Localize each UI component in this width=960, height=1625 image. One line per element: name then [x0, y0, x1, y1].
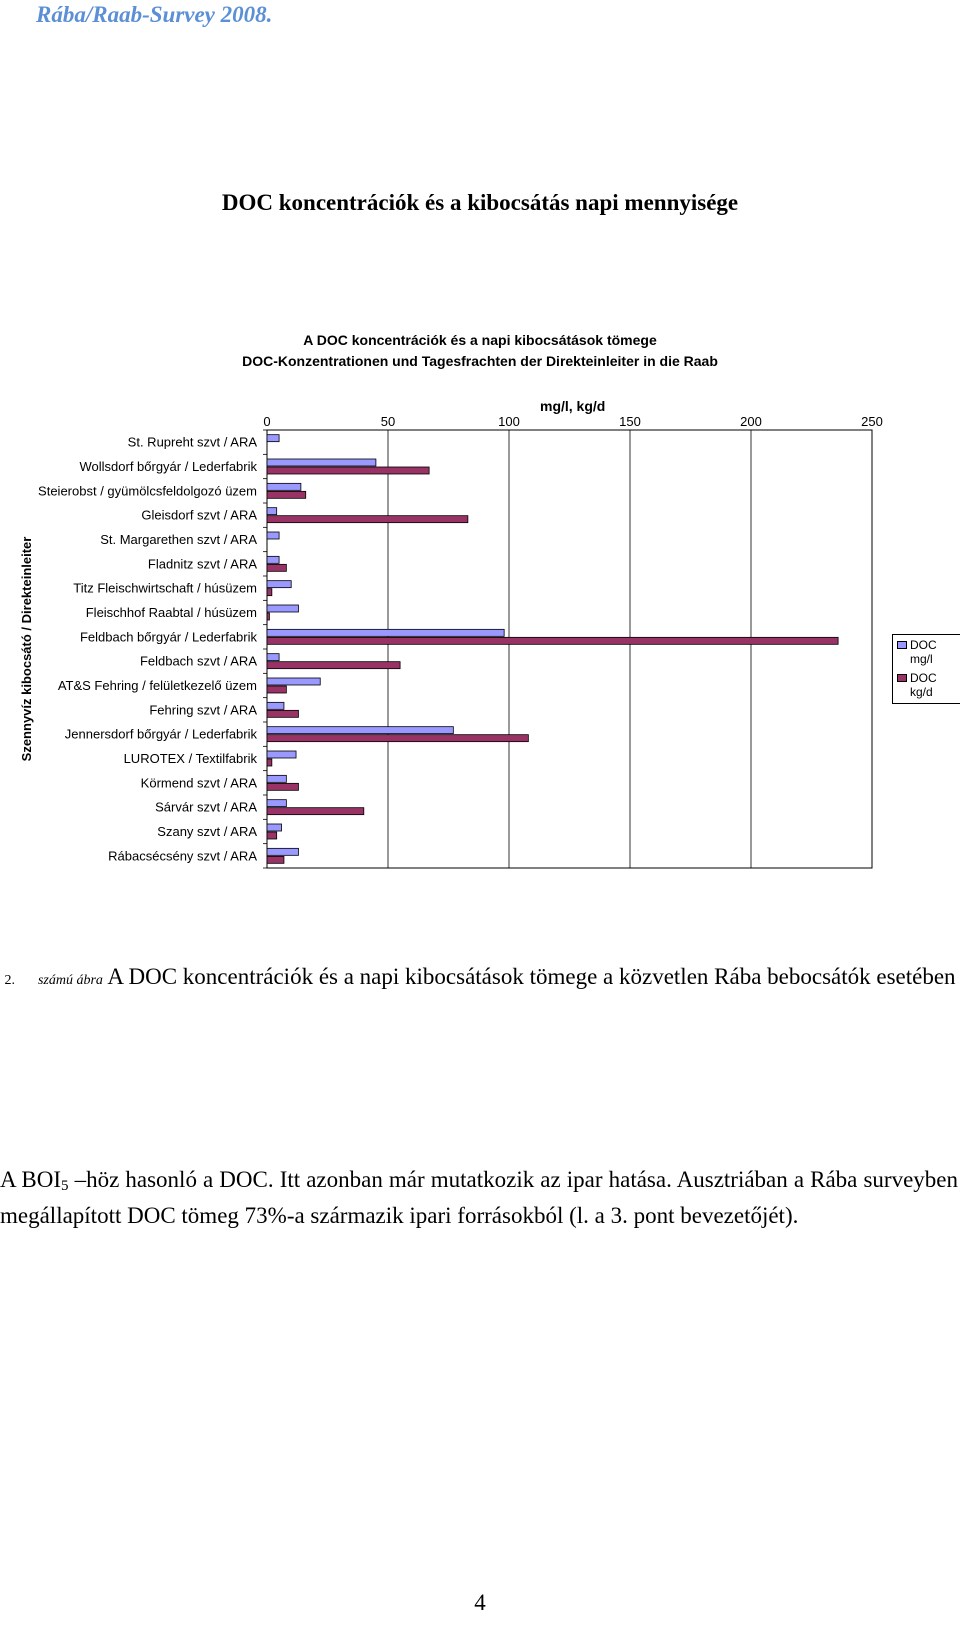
bar-kgd: [267, 467, 429, 474]
bar-mgl: [267, 605, 298, 612]
y-tick-label: Szany szvt / ARA: [157, 824, 257, 839]
bar-kgd: [267, 564, 286, 571]
bar-kgd: [267, 662, 400, 669]
bar-mgl: [267, 629, 504, 636]
y-tick-label: Steierobst / gyümölcsfeldolgozó üzem: [38, 483, 257, 499]
legend-label-doc-mgl: DOC mg/l: [910, 638, 937, 666]
x-tick-label-100: 100: [498, 414, 520, 429]
x-tick-label-0: 0: [263, 414, 271, 429]
x-tick-label-150: 150: [619, 414, 641, 429]
chart-titles: [0, 330, 960, 372]
bar-mgl: [267, 702, 284, 709]
x-axis-label: mg/l, kg/d: [540, 398, 606, 414]
bar-mgl: [267, 727, 453, 734]
y-axis-label: Szennyvíz kibocsátó / Direkteinleiter: [19, 536, 34, 762]
bar-mgl: [267, 435, 279, 442]
x-tick-label-50: 50: [380, 414, 396, 429]
chart-subtitle: DOC-Konzentrationen und Tagesfrachten der Direkteinleiter in die Raab: [242, 353, 718, 369]
bar-kgd: [267, 856, 284, 863]
page-number: 4: [474, 1590, 486, 1615]
bar-mgl: [267, 848, 298, 855]
bar-kgd: [267, 686, 286, 693]
y-tick-label: Wollsdorf bőrgyár / Lederfabrik: [79, 459, 257, 474]
bar-kgd: [267, 613, 269, 620]
x-tick-label-200: 200: [740, 414, 762, 429]
legend-swatch-doc-kgd: [897, 674, 907, 682]
figure-caption: [0, 962, 960, 996]
bar-kgd: [267, 783, 298, 790]
bar-mgl: [267, 800, 286, 807]
bar-mgl: [267, 483, 301, 490]
bar-chart: [0, 410, 960, 870]
y-tick-label: Feldbach szvt / ARA: [139, 653, 257, 669]
y-tick-label: Fladnitz szvt / ARA: [147, 556, 257, 572]
document-header: Rába/Raab-Survey 2008.: [36, 2, 273, 27]
body-paragraph: A $BOI_5$ –höz hasonló a DOC. Itt azonban már mutatkozik az ipar hatása. Ausztriában a Rába surveyben megállapított DOC tömeg 73%-a származik ipari forrásokból (l. a 3. pont bevezetőjét).: [0, 1167, 958, 1228]
bar-kgd: [267, 589, 272, 596]
bar-mgl: [267, 654, 279, 661]
bar-mgl: [267, 532, 279, 539]
y-tick-label: Feldbach bőrgyár / Lederfabrik: [79, 629, 257, 645]
y-tick-label: Rábacsécsény szvt / ARA: [108, 848, 257, 864]
y-tick-label: Körmend szvt / ARA: [140, 775, 257, 791]
legend-label-doc-kgd: DOC kg/d: [910, 671, 937, 699]
bar-kgd: [267, 832, 277, 839]
chart-legend: [892, 634, 960, 704]
y-tick-label: Jennersdorf bőrgyár / Lederfabrik: [64, 726, 257, 742]
bar-kgd: [267, 759, 272, 766]
bar-mgl: [267, 751, 296, 758]
y-tick-label: St. Margarethen szvt / ARA: [100, 532, 257, 547]
bar-kgd: [267, 710, 298, 717]
caption-abra: számú ábra: [37, 973, 103, 988]
legend-swatch-doc-mgl: [897, 641, 907, 649]
y-tick-label: Gleisdorf szvt / ARA: [141, 507, 257, 523]
y-tick-label: Sárvár szvt / ARA: [155, 799, 257, 815]
y-tick-label: Fehring szvt / ARA: [149, 702, 257, 718]
plot-area: [267, 430, 872, 868]
y-tick-label: LUROTEX / Textilfabrik: [123, 751, 257, 766]
bar-mgl: [267, 775, 286, 782]
page-title: DOC koncentrációk és a kibocsátás napi mennyisége: [221, 190, 739, 215]
caption-text: A DOC koncentrációk és a napi kibocsátások tömege a közvetlen Rába bebocsátók esetében: [107, 964, 956, 989]
bar-mgl: [267, 556, 279, 563]
bar-kgd: [267, 808, 364, 815]
bar-kgd: [267, 735, 528, 742]
y-tick-label: AT&S Fehring / felületkezelő üzem: [57, 678, 257, 693]
y-tick-label: Titz Fleischwirtschaft / húsüzem: [73, 580, 257, 596]
bar-mgl: [267, 824, 282, 831]
bar-mgl: [267, 508, 277, 515]
bar-mgl: [267, 459, 376, 466]
bar-kgd: [267, 637, 838, 644]
y-tick-label: Fleischhof Raabtal / húsüzem: [85, 605, 257, 620]
bar-kgd: [267, 491, 306, 498]
y-tick-label: St. Rupreht szvt / ARA: [127, 434, 257, 450]
bar-mgl: [267, 581, 291, 588]
bar-kgd: [267, 516, 468, 523]
bar-mgl: [267, 678, 320, 685]
caption-number: 2.: [4, 973, 15, 988]
chart-title: A DOC koncentrációk és a napi kibocsátások tömege: [303, 332, 657, 348]
x-tick-label-250: 250: [861, 414, 883, 429]
